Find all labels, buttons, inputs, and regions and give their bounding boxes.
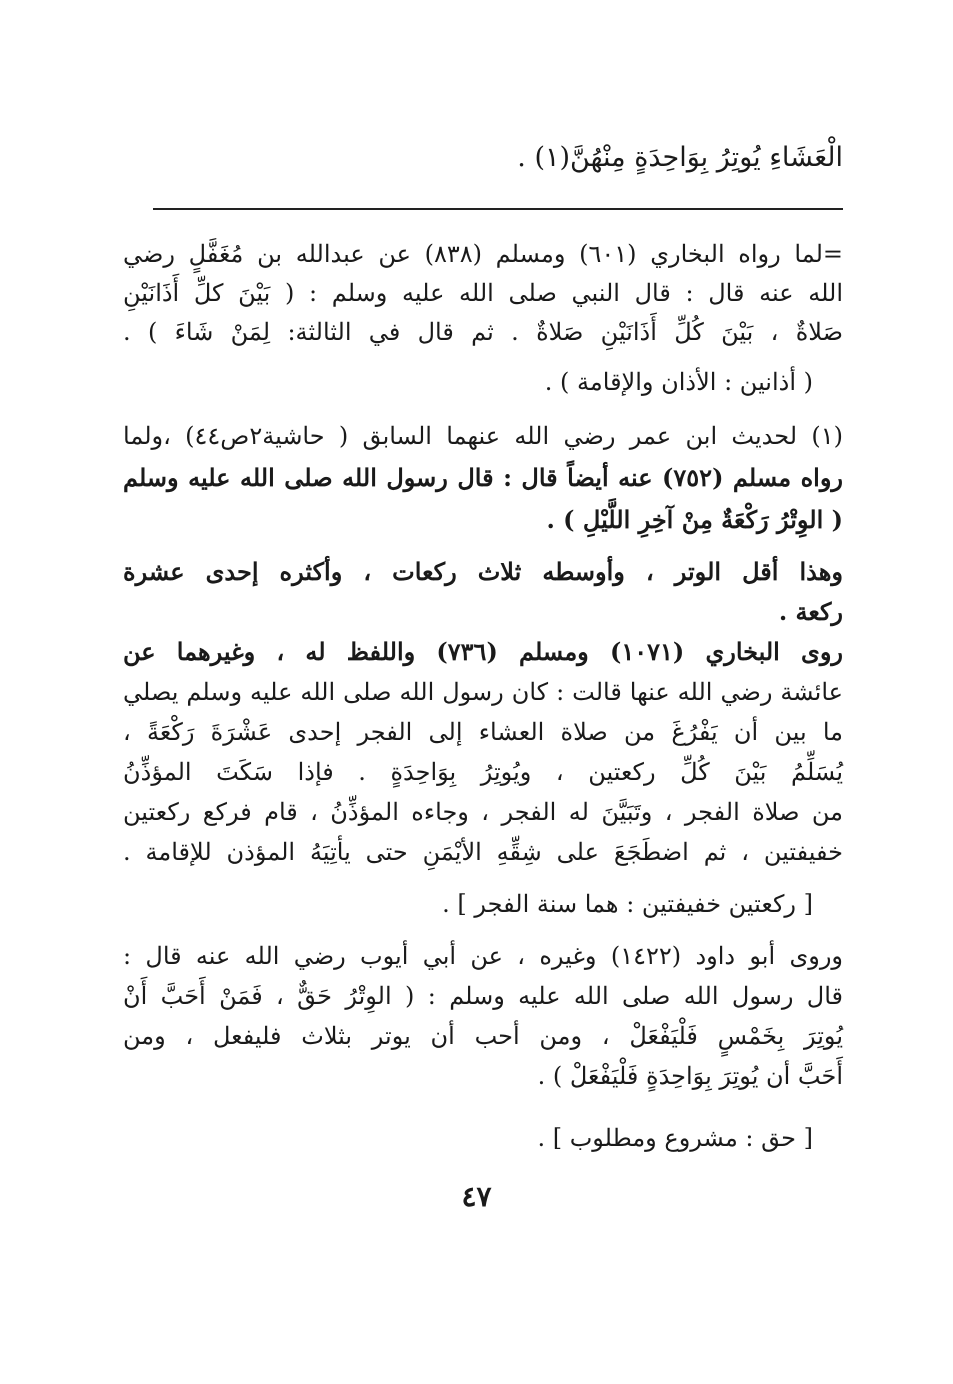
body-line: ركعة .: [778, 597, 843, 626]
continuation-line: الْعَشَاءِ يُوتِرُ بِوَاحِدَةٍ مِنْهُنَّ(١) .: [517, 142, 843, 173]
body-line: خفيفتين ، ثم اضطَجَعَ على شِقِّهِ الأيْمَنِ حتى يأتِيَهُ المؤذن للإقامة .: [123, 838, 843, 866]
footnote-line: الله عنه قال : قال النبي صلى الله عليه وسلم : ( بَيْنَ كلِّ أَذَانَيْنِ: [123, 279, 843, 307]
body-line: يُوتِرَ بِخَمْسٍ فَلْيَفْعَلْ ، ومن أحب أن يوتر بثلاث فليفعل ، ومن: [123, 1022, 843, 1050]
footnote-separator: [153, 208, 843, 210]
body-line: ما بين أن يَفْرُغَ من صلاة العشاء إلى الفجر إحدى عَشْرَةَ رَكْعَةً ،: [123, 718, 843, 746]
body-line: [ حق : مشروع ومطلوب ] .: [537, 1124, 813, 1152]
body-line: وهذا أقل الوتر ، وأوسطه ثلاث ركعات ، وأكثره إحدى عشرة: [123, 557, 843, 586]
body-line: وروى أبو داود (١٤٢٢) وغيره ، عن أبي أيوب رضي الله عنه قال :: [123, 942, 843, 970]
page-number: ٤٧: [461, 1180, 492, 1213]
body-line: [ ركعتين خفيفتين : هما سنة الفجر ] .: [442, 890, 813, 918]
footnote-line: صَلاةٌ ، بَيْنَ كُلِّ أَذَانَيْنِ صَلاةٌ . ثم قال في الثالثة: لِمَنْ شَاءَ ) .: [123, 318, 843, 346]
body-line: روى البخاري (١٠٧١) ومسلم (٧٣٦) واللفظ له ، وغيرهما عن: [123, 637, 844, 666]
body-line: قال رسول الله صلى الله عليه وسلم : ( الوِتْرُ حَقٌّ ، فَمَنْ أَحَبَّ أَنْ: [123, 982, 843, 1010]
footnote-line: =لما رواه البخاري (٦٠١) ومسلم (٨٣٨) عن عبدالله بن مُغَفَّلٍ رضي: [123, 240, 843, 268]
body-line: عائشة رضي الله عنها قالت : كان رسول الله صلى الله عليه وسلم يصلي: [123, 678, 843, 706]
body-line: أَحَبَّ أن يُوتِرَ بِوَاحِدَةٍ فَلْيَفْعَلْ ) .: [537, 1062, 843, 1090]
body-line: يُسَلِّمُ بَيْنَ كُلِّ ركعتين ، ويُوتِرُ بِوَاحِدَةٍ . فإذا سَكَتَ المؤذِّنُ: [123, 758, 843, 786]
footnote-line: ( الوِتْرُ رَكْعَةٌ مِنْ آخِرِ اللَّيْلِ ) .: [546, 505, 843, 534]
footnote-line: رواه مسلم (٧٥٢) عنه أيضاً قال : قال رسول الله صلى الله عليه وسلم: [123, 463, 844, 492]
body-line: من صلاة الفجر ، وتَبَيَّنَ له الفجر ، وجاءه المؤذِّنُ ، قام فركع ركعتين: [123, 798, 843, 826]
footnote-line: (١) لحديث ابن عمر رضي الله عنهما السابق ( حاشية٢ص٤٤) ،ولما: [123, 422, 844, 450]
footnote-line: ( أذانين : الأذان والإقامة ) .: [544, 368, 813, 396]
